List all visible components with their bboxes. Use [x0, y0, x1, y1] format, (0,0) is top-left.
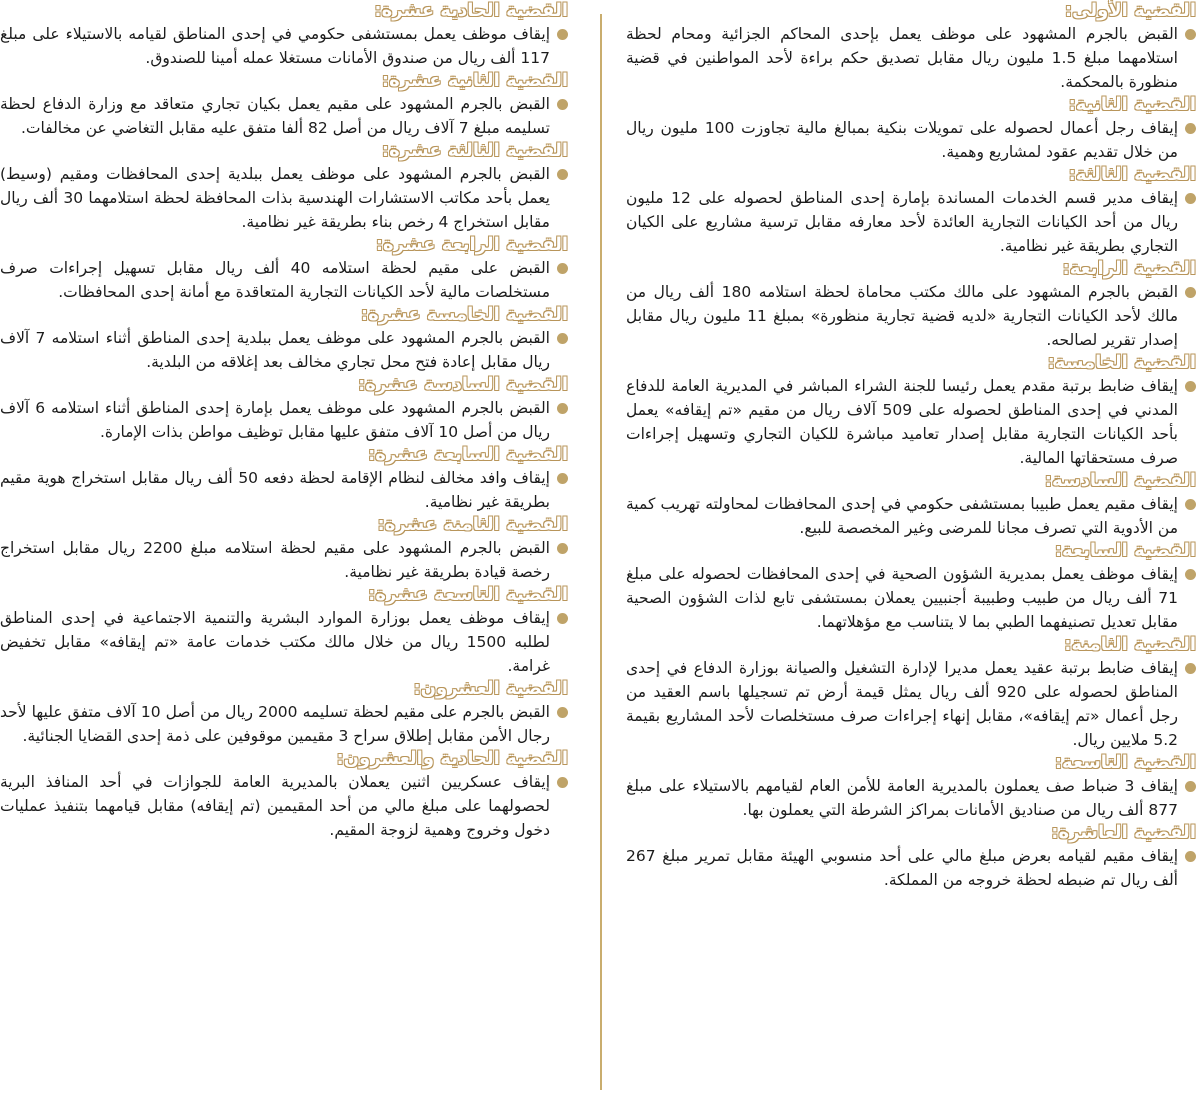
left-column [0, 0, 568, 842]
case-text: إيقاف وافد مخالف لنظام الإقامة لحظة دفعه 50 ألف ريال مقابل استخراج هوية مقيم بطريقة غير نظامية. [0, 469, 550, 511]
case-body [0, 396, 568, 444]
case-text: إيقاف موظف يعمل بمستشفى حكومي في إحدى المناطق لقيامه بالاستيلاء على مبلغ 117 ألف ريال من صندوق الأمانات مستغلا عمله أمينا للصندوق. [0, 25, 550, 67]
bullet-dot-icon [557, 29, 568, 40]
case-body [626, 656, 1196, 752]
bullet-dot-icon [557, 473, 568, 484]
case-section [626, 634, 1196, 752]
case-body [0, 92, 568, 140]
case-text: القبض بالجرم المشهود على موظف يعمل بإحدى المحاكم الجزائية ومحام لحظة استلامهما مبلغ 1.5 مليون ريال مقابل تصديق حكم براءة لأحد المواطنين في قضية منظورة بالمحكمة. [626, 25, 1178, 91]
case-section [0, 514, 568, 584]
case-body [0, 606, 568, 678]
case-section [626, 540, 1196, 634]
case-title: القضية الثالثة: [1068, 164, 1196, 185]
case-text: القبض بالجرم المشهود على موظف يعمل ببلدية إحدى المناطق أثناء استلامه 7 آلاف ريال مقابل إعادة فتح محل تجاري مخالف بعد إغلاقه من البلدية. [0, 329, 550, 371]
case-title: القضية التاسعة: [1054, 752, 1196, 773]
case-body [0, 326, 568, 374]
bullet-dot-icon [1185, 287, 1196, 298]
case-text: إيقاف موظف يعمل بوزارة الموارد البشرية والتنمية الاجتماعية في إحدى المناطق لطلبه 1500 ريال من خلال مالك مكتب خدمات عامة «تم إيقافه» مقابل تخفيض غرامة. [0, 609, 550, 675]
case-text: القبض بالجرم المشهود على موظف يعمل بإمارة إحدى المناطق أثناء استلامه 6 آلاف ريال من أصل 10 آلاف متفق عليها مقابل توظيف مواطن بذات الإمارة. [0, 399, 550, 441]
case-title: القضية الثانية: [1068, 94, 1196, 115]
case-body [0, 770, 568, 842]
case-section [626, 352, 1196, 470]
case-text: القبض بالجرم على مقيم لحظة تسليمه 2000 ريال من أصل 10 آلاف متفق عليها لأحد رجال الأمن مقابل إطلاق سراح 3 مقيمين موقوفين على ذمة إحدى القضايا الجنائية. [0, 703, 550, 745]
case-text: إيقاف موظف يعمل بمديرية الشؤون الصحية في إحدى المحافظات لحصوله على مبلغ 71 ألف ريال من طبيب وطبيبة أجنبيين يعملان بمستشفى تابع لذات الشؤون الصحية مقابل تعديل تصنيفهما الطبي بما لا يتناسب مع مؤهلاتهما. [626, 565, 1178, 631]
case-title: القضية الخامسة عشرة: [360, 304, 568, 325]
case-section [0, 140, 568, 234]
case-title: القضية العاشرة: [1051, 822, 1196, 843]
case-body [626, 22, 1196, 94]
case-section [0, 70, 568, 140]
case-section [0, 374, 568, 444]
bullet-dot-icon [1185, 29, 1196, 40]
bullet-dot-icon [557, 403, 568, 414]
case-title: القضية الثامنة: [1064, 634, 1196, 655]
case-text: إيقاف 3 ضباط صف يعملون بالمديرية العامة للأمن العام لقيامهم بالاستيلاء على مبلغ 877 ألف ريال من صناديق الأمانات بمراكز الشرطة التي يعملون بها. [626, 777, 1178, 819]
case-title: القضية السادسة: [1044, 470, 1196, 491]
case-section [0, 304, 568, 374]
bullet-dot-icon [557, 169, 568, 180]
column-divider [600, 14, 602, 1090]
case-section [0, 584, 568, 678]
case-text: إيقاف مدير قسم الخدمات المساندة بإمارة إحدى المناطق لحصوله على 12 مليون ريال من أحد الكيانات التجارية العائدة لأحد معارفه مقابل ترسية مشاريع على الكيان التجاري بطريقة غير نظامية. [626, 189, 1178, 255]
case-text: إيقاف ضابط برتبة عقيد يعمل مديرا لإدارة التشغيل والصيانة بوزارة الدفاع في إحدى المناطق لحصوله على 920 ألف ريال يمثل قيمة أرض تم تسجيلها باسم العقيد من رجل أعمال «تم إيقافه»، مقابل إنهاء إجراءات صرف مستخلصات لأحد المشاريع بقيمة 5.2 ملايين ريال. [626, 659, 1178, 749]
case-body [626, 844, 1196, 892]
case-text: إيقاف ضابط برتبة مقدم يعمل رئيسا للجنة الشراء المباشر في المديرية العامة للدفاع المدني في إحدى المناطق لحصوله على 509 آلاف ريال من مقيم «تم إيقافه» يعمل بأحد الكيانات التجارية مقابل إصدار تعاميد مباشرة للكيان التجاري وتسهيل إجراءات صرف مستحقاتها المالية. [626, 377, 1178, 467]
case-body [0, 536, 568, 584]
bullet-dot-icon [1185, 193, 1196, 204]
case-section [626, 94, 1196, 164]
case-text: القبض على مقيم لحظة استلامه 40 ألف ريال مقابل تسهيل إجراءات صرف مستخلصات مالية لأحد الكيانات التجارية المتعاقدة مع أمانة إحدى المحافظات. [0, 259, 550, 301]
case-body [626, 562, 1196, 634]
bullet-dot-icon [1185, 663, 1196, 674]
case-section [626, 258, 1196, 352]
case-text: القبض بالجرم المشهود على مقيم لحظة استلامه مبلغ 2200 ريال مقابل استخراج رخصة قيادة بطريقة غير نظامية. [0, 539, 550, 581]
case-body [626, 186, 1196, 258]
case-section [626, 0, 1196, 94]
bullet-dot-icon [557, 707, 568, 718]
case-title: القضية الرابعة عشرة: [375, 234, 568, 255]
case-text: القبض بالجرم المشهود على موظف يعمل ببلدية إحدى المحافظات ومقيم (وسيط) يعمل بأحد مكاتب الاستشارات الهندسية بذات المحافظة لحظة استلامهما 30 ألف ريال مقابل استخراج 4 رخص بناء بطريقة غير نظامية. [0, 165, 550, 231]
bullet-dot-icon [1185, 123, 1196, 134]
bullet-dot-icon [557, 263, 568, 274]
case-title: القضية السادسة عشرة: [358, 374, 568, 395]
case-section [626, 164, 1196, 258]
case-section [0, 678, 568, 748]
case-section [626, 470, 1196, 540]
case-title: القضية الخامسة: [1047, 352, 1196, 373]
case-text: إيقاف رجل أعمال لحصوله على تمويلات بنكية بمبالغ مالية تجاوزت 100 مليون ريال من خلال تقديم عقود لمشاريع وهمية. [626, 119, 1179, 161]
bullet-dot-icon [1185, 499, 1196, 510]
case-body [626, 774, 1196, 822]
case-title: القضية الثانية عشرة: [381, 70, 568, 91]
case-text: إيقاف مقيم يعمل طبيبا بمستشفى حكومي في إحدى المحافظات لمحاولته تهريب كمية من الأدوية التي تصرف مجانا للمرضى وغير المخصصة للبيع. [626, 495, 1178, 537]
case-body [0, 162, 568, 234]
case-section [626, 752, 1196, 822]
case-title: القضية العشرون: [413, 678, 568, 699]
case-body [626, 116, 1196, 164]
right-column [626, 0, 1196, 892]
case-text: القبض بالجرم المشهود على مقيم يعمل بكيان تجاري متعاقد مع وزارة الدفاع لحظة تسليمه مبلغ 7 آلاف ريال من أصل 82 ألفا متفق عليه مقابل التغاضي عن مخالفات. [0, 95, 550, 137]
case-text: إيقاف عسكريين اثنين يعملان بالمديرية العامة للجوازات في أحد المنافذ البرية لحصولهما على مبلغ مالي من أحد المقيمين (تم إيقافه) مقابل قيامهما بتنفيذ عمليات دخول وخروج وهمية لزوجة المقيم. [0, 773, 550, 839]
bullet-dot-icon [1185, 381, 1196, 392]
case-title: القضية الثامنة عشرة: [377, 514, 568, 535]
case-title: القضية السابعة عشرة: [368, 444, 568, 465]
case-body [0, 700, 568, 748]
case-body [0, 256, 568, 304]
case-title: القضية الرابعة: [1062, 258, 1196, 279]
case-section [0, 0, 568, 70]
case-title: القضية الأولى: [1064, 0, 1196, 21]
case-title: القضية التاسعة عشرة: [368, 584, 568, 605]
bullet-dot-icon [557, 777, 568, 788]
bullet-dot-icon [557, 99, 568, 110]
case-title: القضية الحادية عشرة: [374, 0, 568, 21]
bullet-dot-icon [1185, 781, 1196, 792]
case-body [0, 466, 568, 514]
bullet-dot-icon [557, 613, 568, 624]
case-section [0, 234, 568, 304]
case-title: القضية الحادية والعشرون: [336, 748, 568, 769]
bullet-dot-icon [1185, 851, 1196, 862]
case-body [626, 280, 1196, 352]
case-body [0, 22, 568, 70]
case-text: إيقاف مقيم لقيامه بعرض مبلغ مالي على أحد منسوبي الهيئة مقابل تمرير مبلغ 267 ألف ريال تم ضبطه لحظة خروجه من المملكة. [626, 847, 1178, 889]
bullet-dot-icon [1185, 569, 1196, 580]
case-body [626, 492, 1196, 540]
case-text: القبض بالجرم المشهود على مالك مكتب محاماة لحظة استلامه 180 ألف ريال من مالك لأحد الكيانات التجارية «لديه قضية تجارية منظورة» بمبلغ 11 مليون ريال مقابل إصدار تقرير لصالحه. [626, 283, 1179, 349]
case-body [626, 374, 1196, 470]
case-section [626, 822, 1196, 892]
bullet-dot-icon [557, 543, 568, 554]
case-title: القضية الثالثة عشرة: [381, 140, 568, 161]
case-title: القضية السابعة: [1054, 540, 1196, 561]
case-section [0, 444, 568, 514]
case-section [0, 748, 568, 842]
bullet-dot-icon [557, 333, 568, 344]
